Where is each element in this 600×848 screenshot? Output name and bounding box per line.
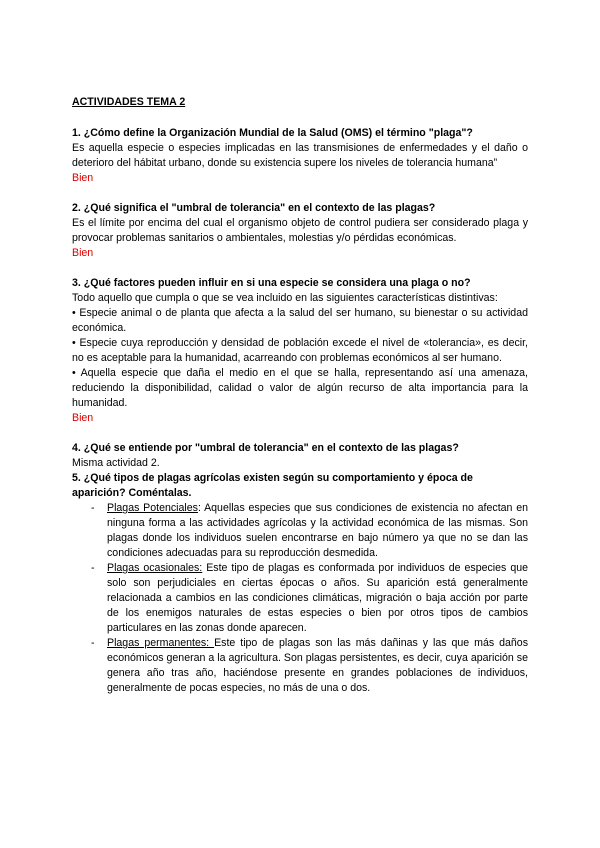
answer-1: Es aquella especie o especies implicadas en las transmisiones de enfermedades y el daño o deterioro del hábitat urbano, donde su existencia supere los niveles de tolerancia humana” (72, 142, 528, 169)
answer-3-bullet: • Aquella especie que daña el medio en el que se halla, representando así una amenaza, reduciendo la disponibilidad, calidad o valor de algún recurso de alta importancia para la humanidad. (72, 367, 528, 409)
activity-5 (72, 471, 528, 696)
activity-2 (72, 201, 528, 261)
answer-3-bullet: • Especie animal o de planta que afecta a la salud del ser humano, su bienestar o su actividad económica. (72, 307, 528, 334)
activity-3 (72, 276, 528, 426)
grade-1: Bien (72, 172, 94, 184)
answer-3-bullet: • Especie cuya reproducción y densidad de población excede el nivel de «tolerancia», es decir, no es aceptable para la humanidad, acarreando con problemas económicos al ser humano. (72, 337, 528, 364)
desc-occasional: Este tipo de plagas es conformada por individuos de especies que solo son perjudiciales en ciertas épocas o años. Su aparición está generalmente relacionada a cambios en las condiciones climáticas, migración o baja acción por parte de los enemigos naturales de estas especies o bien por otros tipos de cambios particulares en las zonas donde aparecen. (107, 562, 528, 634)
pest-types-list (72, 501, 528, 696)
question-3: 3. ¿Qué factores pueden influir en si una especie se considera una plaga o no? (72, 277, 471, 289)
answer-3-intro: Todo aquello que cumpla o que se vea incluido en las siguientes características distintivas: (72, 292, 498, 304)
question-4: 4. ¿Qué se entiende por "umbral de tolerancia" en el contexto de las plagas? (72, 442, 459, 454)
document-title: ACTIVIDADES TEMA 2 (72, 96, 186, 108)
document-body (72, 95, 528, 711)
dash-bullet: - (91, 637, 95, 649)
desc-permanent: Este tipo de plagas son las más dañinas y las que más daños económicos generan a la agricultura. Son plagas persistentes, es decir, cuya aparición se genera año tras año, haciéndose presente en grandes poblaciones de individuos, generalmente de pocas especies, no más de una o dos. (107, 637, 528, 694)
activity-4 (72, 441, 528, 471)
activity-1 (72, 126, 528, 186)
question-5: 5. ¿Qué tipos de plagas agrícolas existen según su comportamiento y época de aparición? Coméntalas. (72, 472, 473, 499)
grade-2: Bien (72, 247, 94, 259)
list-item-potential (91, 501, 528, 561)
question-2: 2. ¿Qué significa el "umbral de tolerancia" en el contexto de las plagas? (72, 202, 436, 214)
answer-2: Es el límite por encima del cual el organismo objeto de control pudiera ser considerado plaga y provocar problemas sanitarios o ambientales, molestias y/o pérdidas económicas. (72, 217, 528, 244)
desc-potential: : Aquellas especies que sus condiciones de existencia no afectan en ninguna forma a las actividades agrícolas y la actividad económica de las mismas. Son plagas donde los individuos suelen encontrarse en bajo número ya que no se dan las condiciones adecuadas para su reproducción desmedida. (107, 502, 528, 559)
list-item-occasional (91, 561, 528, 636)
question-1: 1. ¿Cómo define la Organización Mundial de la Salud (OMS) el término "plaga"? (72, 127, 473, 139)
dash-bullet: - (91, 562, 95, 574)
grade-3: Bien (72, 412, 94, 424)
list-item-permanent (91, 636, 528, 696)
term-occasional: Plagas ocasionales: (107, 562, 203, 574)
term-permanent: Plagas permanentes: (107, 637, 215, 649)
answer-4: Misma actividad 2. (72, 457, 160, 469)
term-potential: Plagas Potenciales (107, 502, 198, 514)
dash-bullet: - (91, 502, 95, 514)
